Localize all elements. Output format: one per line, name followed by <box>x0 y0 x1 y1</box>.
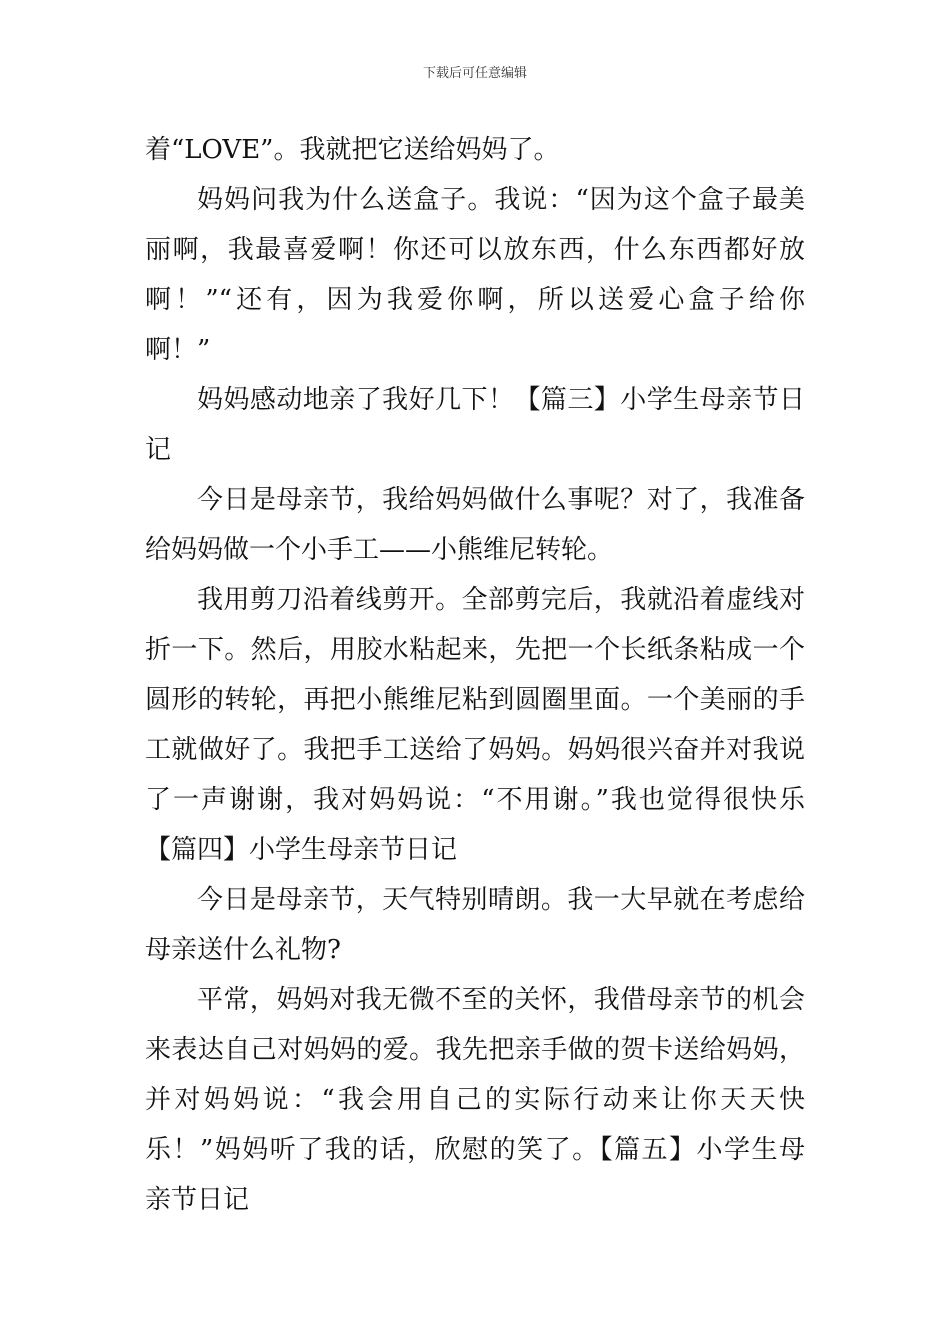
text-line: 【篇四】小学生母亲节日记 <box>145 835 458 865</box>
text-line: 今日是母亲节，天气特别晴朗。我一大早就在考虑给 <box>197 885 805 915</box>
text-line: 平常，妈妈对我无微不至的关怀，我借母亲节的机会 <box>197 985 805 1015</box>
text-line: 妈妈问我为什么送盒子。我说：“因为这个盒子最美 <box>197 185 805 215</box>
text-line: 丽啊，我最喜爱啊！你还可以放东西，什么东西都好放 <box>145 235 805 265</box>
text-line: 给妈妈做一个小手工——小熊维尼转轮。 <box>145 535 614 565</box>
text-line: 亲节日记 <box>145 1185 250 1215</box>
text-line: 并对妈妈说：“我会用自己的实际行动来让你天天快 <box>145 1085 805 1115</box>
text-line: 啊！” <box>145 335 211 365</box>
text-line: 母亲送什么礼物? <box>145 935 341 965</box>
text-line: 圆形的转轮，再把小熊维尼粘到圆圈里面。一个美丽的手 <box>145 685 805 715</box>
text-line: 工就做好了。我把手工送给了妈妈。妈妈很兴奋并对我说 <box>145 735 805 765</box>
text-line: 来表达自己对妈妈的爱。我先把亲手做的贺卡送给妈妈， <box>145 1035 805 1065</box>
text-line: 折一下。然后，用胶水粘起来，先把一个长纸条粘成一个 <box>145 635 805 665</box>
text-line: 记 <box>145 435 172 465</box>
text-line: 今日是母亲节，我给妈妈做什么事呢？对了，我准备 <box>197 485 805 515</box>
text-line: 了一声谢谢，我对妈妈说：“不用谢。”我也觉得很快乐 <box>145 785 805 815</box>
text-line: 妈妈感动地亲了我好几下！【篇三】小学生母亲节日 <box>197 385 805 415</box>
page-header-caption: 下载后可任意编辑 <box>422 66 527 81</box>
text-line: 着“LOVE”。我就把它送给妈妈了。 <box>145 135 560 165</box>
text-line: 乐！”妈妈听了我的话，欣慰的笑了。【篇五】小学生母 <box>145 1135 805 1165</box>
text-line: 我用剪刀沿着线剪开。全部剪完后，我就沿着虚线对 <box>197 585 805 615</box>
text-line: 啊！”“还有，因为我爱你啊，所以送爱心盒子给你 <box>145 285 805 315</box>
